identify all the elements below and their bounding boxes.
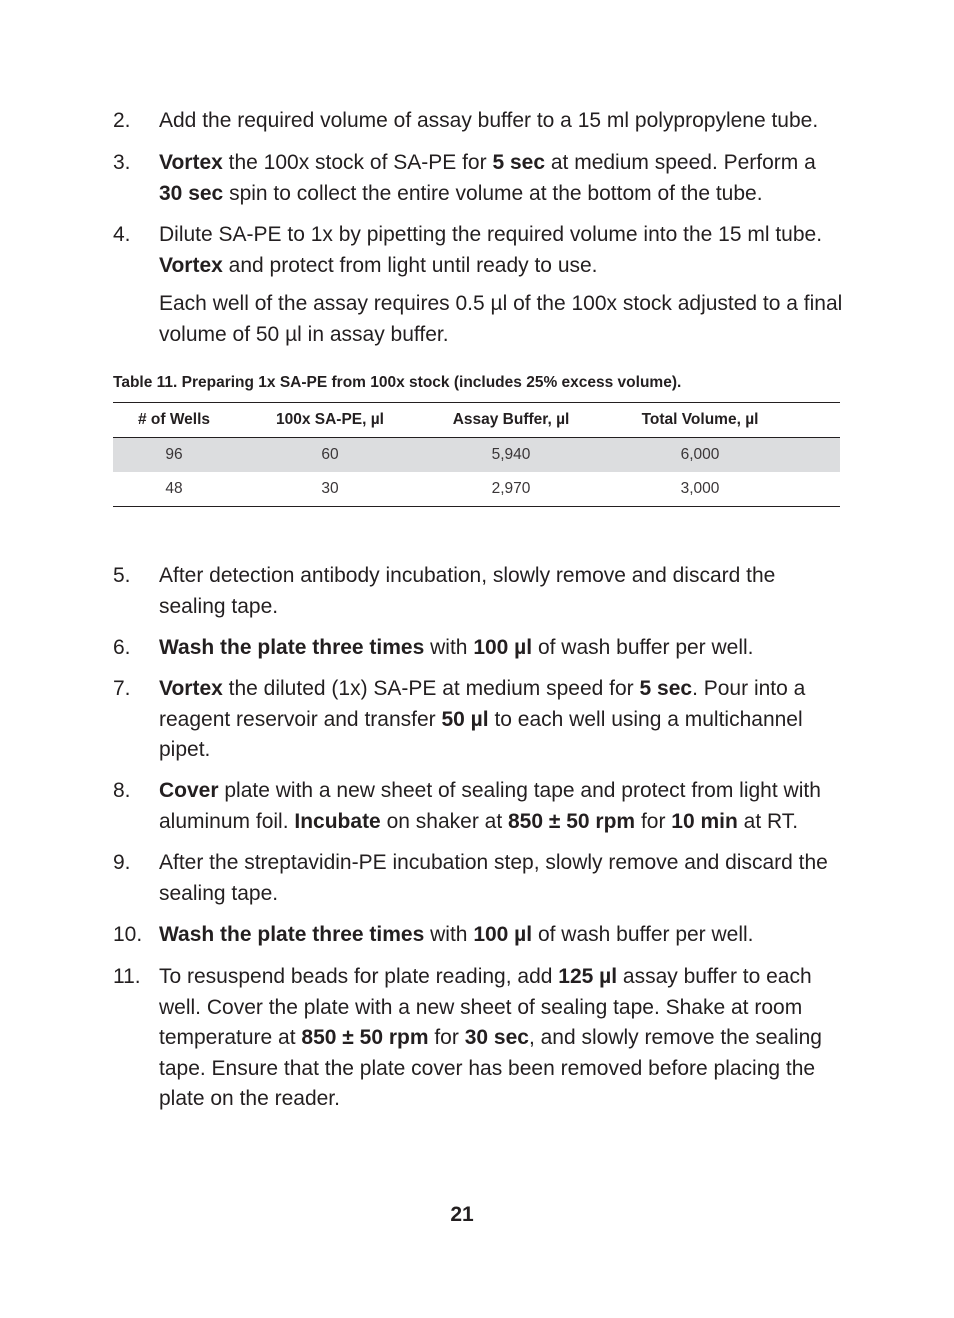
emphasis: 50 µl — [441, 707, 489, 731]
step-paragraph: Vortex the 100x stock of SA-PE for 5 sec at medium speed. Perform a 30 sec spin to collect the entire volume at the bottom of the tube. — [159, 151, 816, 205]
emphasis: 5 sec — [492, 151, 546, 174]
step-7 — [113, 674, 843, 766]
step-6 — [113, 633, 843, 664]
page-number: 21 — [450, 1203, 474, 1226]
emphasis: 10 min — [671, 809, 738, 833]
table-header-row — [113, 403, 840, 438]
table-cell: 48 — [165, 480, 183, 497]
step-text — [159, 633, 843, 664]
table-cell-spacer — [803, 438, 840, 473]
step-paragraph: Add the required volume of assay buffer to a 15 ml polypropylene tube. — [159, 109, 819, 132]
step-text — [159, 848, 843, 909]
step-2 — [113, 106, 843, 137]
step-text — [159, 106, 843, 137]
emphasis: Cover — [159, 779, 219, 802]
emphasis: Vortex — [159, 253, 223, 277]
emphasis: 125 µl — [558, 965, 618, 988]
step-5 — [113, 561, 843, 622]
step-paragraph: Vortex the diluted (1x) SA-PE at medium speed for 5 sec. Pour into a reagent reservoir and transfer 50 µl to each well using a multichannel pipet. — [159, 677, 806, 761]
sa-pe-preparation-table — [113, 402, 840, 507]
step-paragraph: After detection antibody incubation, slowly remove and discard the sealing tape. — [159, 564, 776, 618]
header-total-volume: Total Volume, µl — [641, 411, 759, 428]
step-number: 2. — [113, 109, 131, 132]
step-text — [159, 148, 843, 209]
step-text — [159, 920, 843, 951]
table-cell-spacer — [803, 472, 840, 507]
step-text — [159, 776, 843, 837]
step-8 — [113, 776, 843, 837]
step-3 — [113, 148, 843, 209]
step-paragraph: To resuspend beads for plate reading, add 125 µl assay buffer to each well. Cover the plate with a new sheet of sealing tape. Shake at room temperature at 850 ± 50 rpm for 30 sec, and slowly remove the sealing tape. Ensure that the plate cover has been removed before placing the plate on the reader. — [159, 965, 822, 1110]
table-cell: 60 — [321, 446, 339, 463]
step-text — [159, 962, 843, 1115]
emphasis: 30 sec — [464, 1026, 529, 1049]
header-wells: # of Wells — [137, 411, 211, 428]
step-paragraph: Cover plate with a new sheet of sealing tape and protect from light with aluminum foil. Incubate on shaker at 850 ± 50 rpm for 10 min at RT. — [159, 779, 821, 833]
step-number: 4. — [113, 223, 131, 246]
table-cell: 3,000 — [680, 480, 720, 497]
table-cell: 96 — [165, 446, 183, 463]
header-spacer — [803, 403, 840, 438]
step-number: 10. — [113, 923, 143, 946]
step-paragraph: Wash the plate three times with 100 µl of wash buffer per well. — [159, 923, 754, 946]
step-text — [159, 561, 843, 622]
step-paragraph: Each well of the assay requires 0.5 µl of the 100x stock adjusted to a final volume of 50 µl in assay buffer. — [159, 292, 843, 346]
step-number: 5. — [113, 564, 131, 587]
step-number: 7. — [113, 677, 131, 700]
emphasis: 850 ± 50 rpm — [301, 1026, 429, 1049]
step-11 — [113, 962, 843, 1115]
step-paragraph: Dilute SA-PE to 1x by pipetting the required volume into the 15 ml tube. Vortex and protect from light until ready to use. — [159, 223, 823, 277]
step-text — [159, 220, 843, 350]
header-sa-pe: 100x SA-PE, µl — [275, 411, 384, 428]
table-row — [113, 472, 840, 507]
step-10 — [113, 920, 843, 951]
emphasis: 30 sec — [159, 181, 224, 205]
emphasis: Wash the plate three times — [159, 636, 425, 659]
step-paragraph: Wash the plate three times with 100 µl of wash buffer per well. — [159, 636, 754, 659]
table-cell: 2,970 — [491, 480, 531, 497]
step-text — [159, 674, 843, 766]
step-4 — [113, 220, 843, 350]
emphasis: 5 sec — [639, 677, 693, 700]
emphasis: 850 ± 50 rpm — [508, 809, 636, 833]
emphasis: 100 µl — [473, 636, 533, 659]
table-caption: Table 11. Preparing 1x SA-PE from 100x stock (includes 25% excess volume). — [113, 374, 682, 391]
table-cell: 30 — [321, 480, 339, 497]
step-number: 3. — [113, 151, 131, 174]
step-9 — [113, 848, 843, 909]
step-number: 6. — [113, 636, 131, 659]
table-row — [113, 438, 840, 473]
emphasis: 100 µl — [473, 923, 533, 946]
step-number: 9. — [113, 851, 131, 874]
table-cell: 6,000 — [680, 446, 720, 463]
emphasis: Vortex — [159, 151, 223, 174]
step-number: 11. — [113, 965, 141, 988]
header-assay-buffer: Assay Buffer, µl — [452, 411, 570, 428]
step-paragraph: After the streptavidin-PE incubation step, slowly remove and discard the sealing tape. — [159, 851, 828, 905]
emphasis: Vortex — [159, 677, 223, 700]
step-number: 8. — [113, 779, 131, 802]
emphasis: Wash the plate three times — [159, 923, 425, 946]
emphasis: Incubate — [294, 809, 381, 833]
table-cell: 5,940 — [491, 446, 531, 463]
